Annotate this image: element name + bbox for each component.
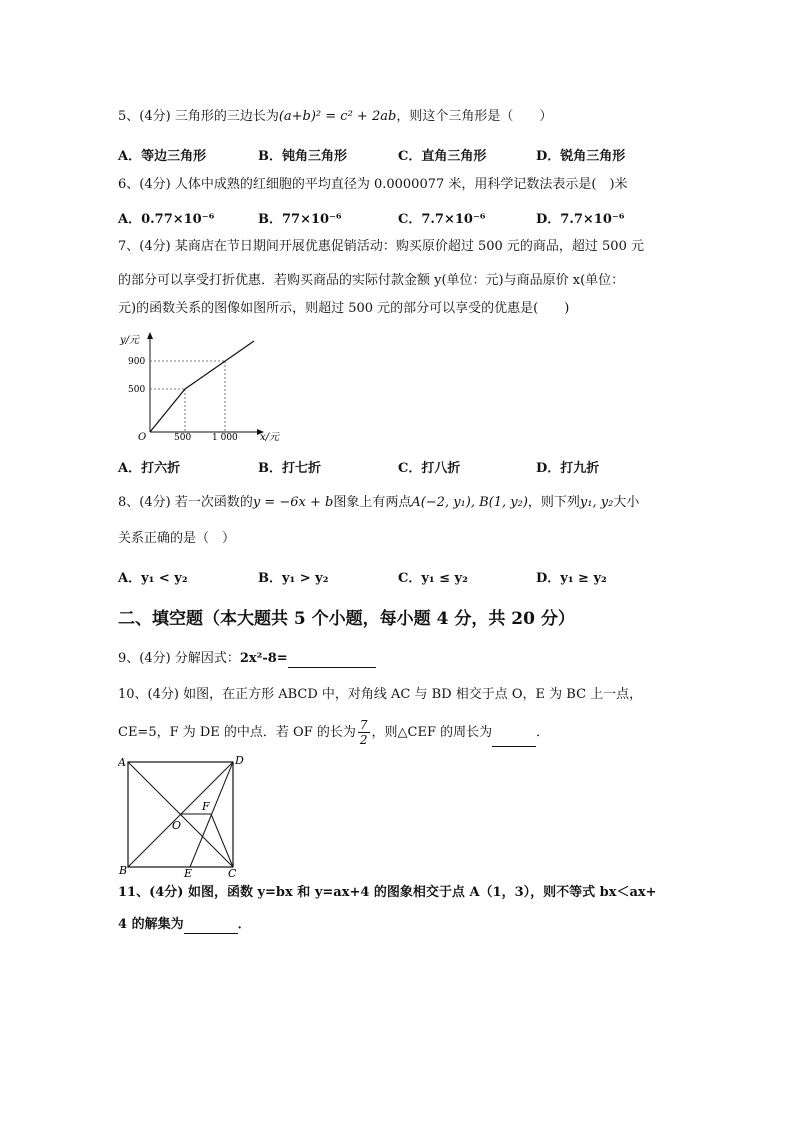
q10-line2b: ，则△CEF 的周长为 bbox=[371, 725, 493, 740]
q10-figure bbox=[118, 752, 248, 878]
q8-option-d[interactable]: D．y₁ ≥ y₂ bbox=[536, 571, 607, 586]
q7-ytick-500: 500 bbox=[128, 385, 146, 395]
q7-y-arrow-icon bbox=[147, 332, 153, 339]
q10-label-f: F bbox=[202, 800, 210, 813]
q9-text: 9、(4分) 分解因式： bbox=[118, 651, 240, 666]
q8-option-b[interactable]: B．y₁ > y₂ bbox=[258, 571, 329, 586]
q5-option-a[interactable]: A．等边三角形 bbox=[118, 149, 207, 164]
q10-frac-num: 7 bbox=[359, 718, 368, 732]
q9-expr: 2x²-8= bbox=[239, 651, 288, 666]
q10-label-c: C bbox=[228, 867, 237, 878]
q7-line2: 的部分可以享受打折优惠．若购买商品的实际付款金额 y(单位：元)与商品原价 x(单位： bbox=[118, 273, 625, 288]
q6-option-d[interactable]: D．7.7×10⁻⁶ bbox=[536, 212, 625, 227]
q5-option-d[interactable]: D．锐角三角形 bbox=[536, 149, 626, 164]
q6-option-a[interactable]: A．0.77×10⁻⁶ bbox=[118, 212, 215, 227]
q10-label-e: E bbox=[184, 867, 193, 878]
q8-vars: y₁, y₂ bbox=[579, 495, 614, 510]
q7-ytick-900: 900 bbox=[128, 357, 146, 367]
q5-prefix: 5、(4分) 三角形的三边长为 bbox=[118, 109, 279, 124]
q5-stem bbox=[118, 108, 552, 126]
q7-line3: 元)的函数关系的图像如图所示，则超过 500 元的部分可以享受的优惠是( ) bbox=[118, 301, 570, 316]
q7-option-b[interactable]: B．打七折 bbox=[258, 461, 321, 476]
q10-label-a: A bbox=[118, 756, 126, 769]
q7-xtick-1000: 1 000 bbox=[212, 433, 238, 443]
q11-line2 bbox=[118, 916, 251, 934]
q7-option-a[interactable]: A．打六折 bbox=[118, 461, 181, 476]
q10-line2a: CE=5，F 为 DE 的中点．若 OF 的长为 bbox=[118, 725, 356, 740]
q10-line2 bbox=[118, 718, 549, 747]
q11-line1: 11、(4分) 如图，函数 y=bx 和 y=ax+4 的图象相交于点 A（1，3），则不等式 bx＜ax+ bbox=[118, 885, 657, 900]
q6-option-b[interactable]: B．77×10⁻⁶ bbox=[258, 212, 342, 227]
q7-function-line bbox=[150, 341, 254, 432]
q5-formula: (a+b)² = c² + 2ab bbox=[278, 109, 397, 124]
q10-fraction bbox=[358, 718, 370, 747]
q8-middle: 图象上有两点 bbox=[333, 495, 412, 510]
q10-line2c: ． bbox=[536, 725, 550, 740]
q8-option-a[interactable]: A．y₁ < y₂ bbox=[118, 571, 188, 586]
q8-formula: y = −6x + b bbox=[252, 495, 334, 510]
q8-option-c[interactable]: C．y₁ ≤ y₂ bbox=[398, 571, 468, 586]
q10-segment-fc bbox=[211, 814, 233, 867]
q8-suffix: ，则下列 bbox=[527, 495, 580, 510]
q7-option-d[interactable]: D．打九折 bbox=[536, 461, 600, 476]
q7-xlabel: x/元 bbox=[260, 432, 280, 443]
q9-stem bbox=[118, 650, 376, 668]
q11-answer-blank[interactable] bbox=[184, 919, 238, 934]
section-2-title: 二、填空题（本大题共 5 个小题，每小题 4 分，共 20 分） bbox=[118, 609, 575, 629]
q5-option-c[interactable]: C．直角三角形 bbox=[398, 149, 487, 164]
q8-points: A(−2, y₁), B(1, y₂) bbox=[411, 495, 528, 510]
q10-answer-blank[interactable] bbox=[492, 732, 536, 747]
q7-option-c[interactable]: C．打八折 bbox=[398, 461, 461, 476]
q6-stem: 6、(4分) 人体中成熟的红细胞的平均直径为 0.0000077 米，用科学记数法表示是( )米 bbox=[118, 177, 628, 192]
q6-option-c[interactable]: C．7.7×10⁻⁶ bbox=[398, 212, 486, 227]
q7-graph bbox=[118, 328, 293, 444]
q10-label-b: B bbox=[119, 864, 128, 877]
q8-line2: 关系正确的是（ ） bbox=[118, 531, 236, 546]
q8-prefix: 8、(4分) 若一次函数的 bbox=[118, 495, 253, 510]
q7-origin: O bbox=[138, 432, 147, 443]
q10-label-o: O bbox=[172, 819, 182, 832]
q11-line2b: ． bbox=[237, 917, 251, 932]
q11-line2a: 4 的解集为 bbox=[118, 917, 184, 932]
q10-line1: 10、(4分) 如图，在正方形 ABCD 中，对角线 AC 与 BD 相交于点 O，E 为 BC 上一点， bbox=[118, 687, 643, 702]
q5-suffix: ，则这个三角形是（ ） bbox=[396, 109, 553, 124]
q5-option-b[interactable]: B．钝角三角形 bbox=[258, 149, 347, 164]
q8-end: 大小 bbox=[613, 495, 640, 510]
q8-stem bbox=[118, 494, 639, 512]
q7-ylabel: y/元 bbox=[120, 335, 140, 346]
q7-xtick-500: 500 bbox=[174, 433, 192, 443]
q10-frac-den: 2 bbox=[359, 733, 368, 747]
q9-answer-blank[interactable] bbox=[288, 653, 376, 668]
q7-line1: 7、(4分) 某商店在节日期间开展优惠促销活动：购买原价超过 500 元的商品，超过 500 元 bbox=[118, 239, 644, 254]
q10-label-d: D bbox=[235, 754, 244, 767]
